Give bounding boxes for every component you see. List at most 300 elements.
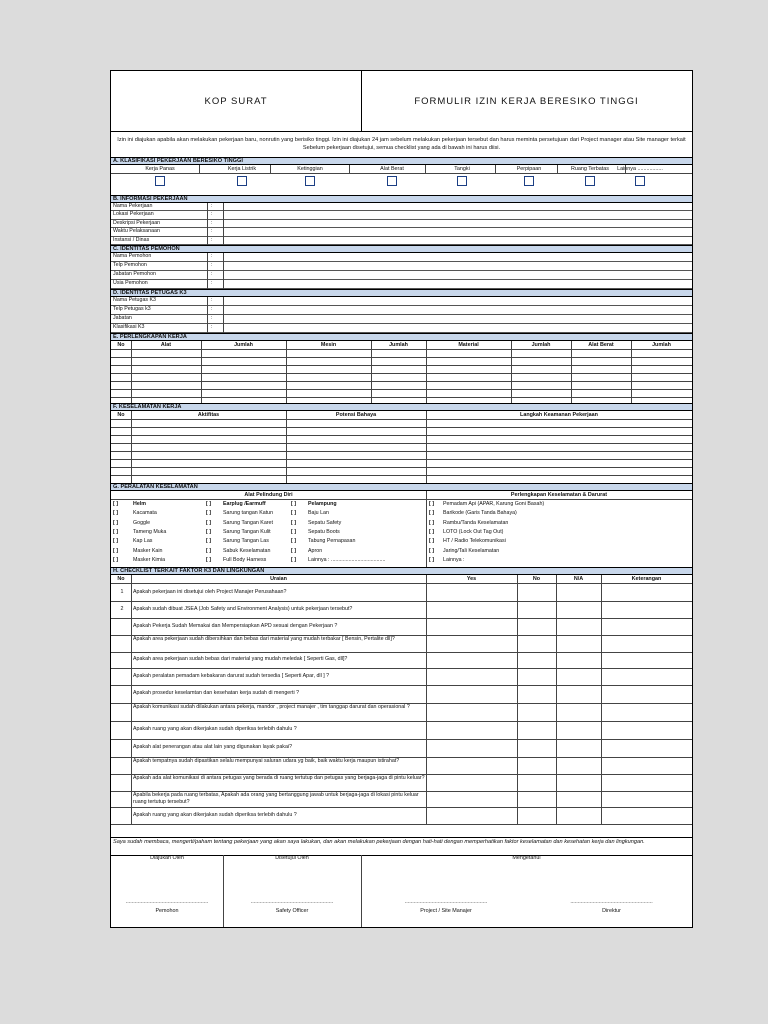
field-value-input[interactable] xyxy=(225,324,691,333)
checklist-yes-cell[interactable] xyxy=(427,668,516,684)
equipment-checkbox[interactable]: [ ] xyxy=(429,519,434,526)
equipment-checkbox[interactable]: [ ] xyxy=(206,547,211,554)
column-divider xyxy=(207,324,208,333)
column-divider xyxy=(223,324,224,333)
checklist-na-cell[interactable] xyxy=(557,757,600,773)
signature-line[interactable]: ....................................................... xyxy=(570,899,653,905)
equipment-checkbox[interactable]: [ ] xyxy=(429,501,434,507)
equipment-header: No xyxy=(117,342,125,348)
checklist-no-cell[interactable] xyxy=(518,635,555,651)
checklist-number: 1 xyxy=(120,588,124,595)
section-f-title: F. KESELAMATAN KERJA xyxy=(111,403,692,411)
field-label: Instansi / Dinas xyxy=(113,236,150,243)
field-label: Telp Pemohon xyxy=(113,262,147,268)
checklist-na-cell[interactable] xyxy=(557,635,600,651)
table-row-line xyxy=(111,381,692,382)
equipment-checkbox[interactable]: [ ] xyxy=(291,538,296,545)
equipment-header: Jumlah xyxy=(234,342,253,348)
classification-label: Ruang Terbatas xyxy=(571,166,609,172)
checklist-na-cell[interactable] xyxy=(557,739,600,756)
field-colon: : xyxy=(211,280,213,286)
equipment-header: Alat xyxy=(160,342,172,348)
table-column-line xyxy=(286,341,287,403)
checklist-yes-cell[interactable] xyxy=(427,807,516,823)
column-divider xyxy=(207,203,208,211)
checklist-na-cell[interactable] xyxy=(557,703,600,720)
row-divider xyxy=(111,173,692,174)
checklist-note-cell[interactable] xyxy=(602,739,691,756)
table-column-line xyxy=(631,341,632,403)
equipment-checkbox[interactable]: [ ] xyxy=(429,556,434,563)
checklist-no-cell[interactable] xyxy=(518,652,555,667)
checklist-note-cell[interactable] xyxy=(602,601,691,617)
checklist-yes-cell[interactable] xyxy=(427,584,516,600)
section-f-table xyxy=(111,411,692,483)
section-a-title: A. KLASIFIKASI PEKERJAAN BERESIKO TINGGI xyxy=(111,157,692,165)
form-field-row xyxy=(111,203,692,211)
equipment-label: Earplug /Earmuff xyxy=(223,501,266,507)
classification-checkbox[interactable] xyxy=(387,176,397,186)
signature-role-heading: Disetujui Oleh xyxy=(275,855,309,861)
checklist-no-cell[interactable] xyxy=(518,668,555,684)
column-divider xyxy=(223,306,224,315)
checklist-question: Apakah Pekerja Sudah Memakai dan Mempersiapkan APD sesuai dengan Pekerjaan ? xyxy=(133,622,338,629)
equipment-checkbox[interactable]: [ ] xyxy=(113,510,118,517)
checklist-yes-cell[interactable] xyxy=(427,757,516,773)
field-colon: : xyxy=(211,262,213,268)
table-row-line xyxy=(111,373,692,374)
field-colon: : xyxy=(211,253,213,259)
classification-checkbox[interactable] xyxy=(305,176,315,186)
checklist-header: N/A xyxy=(573,576,584,582)
signature-area xyxy=(111,855,692,927)
column-divider xyxy=(223,271,224,280)
equipment-checkbox[interactable]: [ ] xyxy=(206,528,211,535)
checklist-question: Apakah pekerjaan ini disetujui oleh Project Manajer Perusahaan? xyxy=(133,588,287,595)
field-colon: : xyxy=(211,297,213,303)
column-divider xyxy=(495,165,496,173)
form-field-row xyxy=(111,228,692,236)
column-divider xyxy=(223,237,224,245)
field-label: Lokasi Pekerjaan xyxy=(113,211,154,218)
checklist-question: Apakah peralatan pemadam kebakaran darurat sudah tersedia [ Seperti Apar, dll ] ? xyxy=(133,672,330,679)
form-field-row xyxy=(111,315,692,324)
field-label: Klasifikasi K3 xyxy=(113,324,145,330)
column-divider xyxy=(207,271,208,280)
section-b-title: B. INFORMASI PEKERJAAN xyxy=(111,195,692,203)
section-c-fields xyxy=(111,253,692,289)
field-colon: : xyxy=(211,306,213,312)
field-label: Nama Pekerjaan xyxy=(113,203,153,209)
equipment-checkbox[interactable]: [ ] xyxy=(291,519,296,526)
field-colon: : xyxy=(211,203,213,209)
safety-header: Aktifitas xyxy=(197,412,220,418)
equipment-checkbox[interactable]: [ ] xyxy=(113,538,118,545)
intro-text: Izin ini diajukan apabila akan melakukan pekerjaan baru, nonrutin yang berisiko tinggi. Izin ini diajukan 24 jam sebelum melakukan pekerjaan tersebut dan harus meminta persetujuan dari Project manager atau Site manager terkait Sebelum pekerjaan disetujui, semua checklist yang ada di bawah ini harus diisi. xyxy=(117,137,686,151)
equipment-checkbox[interactable]: [ ] xyxy=(113,501,118,507)
equipment-checkbox[interactable]: [ ] xyxy=(206,556,211,563)
equipment-label: Sarung Tangan Kulit xyxy=(223,528,271,535)
column-divider xyxy=(207,262,208,271)
equipment-label: Kacamata xyxy=(133,510,157,517)
classification-checkbox[interactable] xyxy=(155,176,165,186)
field-value-input[interactable] xyxy=(225,262,691,271)
checklist-yes-cell[interactable] xyxy=(427,618,516,634)
checklist-no-cell[interactable] xyxy=(518,685,555,702)
field-label: Waktu Pelaksanaan xyxy=(113,228,160,235)
checklist-no-cell[interactable] xyxy=(518,601,555,617)
field-label: Deskripsi Pekerjaan xyxy=(113,219,161,226)
section-c-title: C. IDENTITAS PEMOHON xyxy=(111,245,692,253)
classification-checkbox[interactable] xyxy=(585,176,595,186)
signatory-name: Project / Site Manajer xyxy=(420,908,472,914)
equipment-label: Kap Las xyxy=(133,538,153,545)
safety-header: Langkah Keamanan Pekerjaan xyxy=(520,412,598,418)
table-column-line xyxy=(131,341,132,403)
checklist-number: 2 xyxy=(120,605,124,612)
checklist-note-cell[interactable] xyxy=(602,807,691,823)
column-divider xyxy=(223,855,224,927)
checklist-na-cell[interactable] xyxy=(557,721,600,738)
equipment-label: Baju Lan xyxy=(308,510,329,517)
equipment-checkbox[interactable]: [ ] xyxy=(291,501,296,507)
checklist-question: Apakah sudah dibuat JSEA (Job Safety and Environment Analysis) untuk pekerjaan tersebut? xyxy=(133,605,353,612)
section-e-title: E. PERLENGKAPAN KERJA xyxy=(111,333,692,341)
checklist-question: Apakah ada alat komunikasi di antara petugas yang berada di ruang tertutup dan petugas yang berjaga-jaga di pintu keluar? xyxy=(133,775,425,781)
checklist-note-cell[interactable] xyxy=(602,652,691,667)
equipment-label: Sepatu Boots xyxy=(308,528,340,535)
equipment-checkbox[interactable]: [ ] xyxy=(291,556,296,563)
signature-line[interactable]: ....................................................... xyxy=(250,899,334,905)
section-h-title: H. CHECKLIST TERKAIT FAKTOR K3 DAN LINGKUNGAN xyxy=(111,567,692,575)
equipment-header: Jumlah xyxy=(531,342,551,348)
field-value-input[interactable] xyxy=(225,203,691,211)
field-value-input[interactable] xyxy=(225,237,691,245)
declaration-statement: Saya sudah membaca, mengerti/paham tentang pekerjaan yang akan saya lakukan, dan akan melakukan pekerjaan dengan hati-hati dengan memperhatikan faktor keselamatan dan kesehatan kerja dan lingkungan. xyxy=(113,839,645,845)
table-row-line xyxy=(111,443,692,444)
field-value-input[interactable] xyxy=(225,271,691,280)
equipment-label: Sepatu Safety xyxy=(308,519,342,526)
checklist-no-cell[interactable] xyxy=(518,618,555,634)
equipment-label: Sabuk Keselamatan xyxy=(223,547,271,554)
field-colon: : xyxy=(211,324,213,330)
checklist-yes-cell[interactable] xyxy=(427,774,516,790)
equipment-label: Pemadam Api (APAR, Karung Goni Basah) xyxy=(443,501,545,507)
signature-line[interactable]: ....................................................... xyxy=(404,899,488,905)
equipment-checkbox[interactable]: [ ] xyxy=(113,556,118,563)
field-colon: : xyxy=(211,211,213,218)
column-divider xyxy=(426,491,427,567)
form-field-row xyxy=(111,211,692,219)
section-g-list xyxy=(111,491,692,567)
field-label: Jabatan Pemohon xyxy=(113,271,156,277)
checklist-question: Apakah komunikasi sudah dilakukan antara pekerja, mandor , project manajer , tim tanggap darurat dan operasional ? xyxy=(133,704,410,710)
equipment-label: Masker Kain xyxy=(133,547,163,554)
column-divider xyxy=(625,165,626,173)
section-h-checklist xyxy=(111,575,692,837)
table-column-line xyxy=(131,411,132,483)
column-divider xyxy=(557,165,558,173)
table-column-line xyxy=(511,341,512,403)
checklist-yes-cell[interactable] xyxy=(427,601,516,617)
form-field-row xyxy=(111,220,692,228)
equipment-label: Tabung Pernapasan xyxy=(308,538,356,545)
table-row-line xyxy=(111,467,692,468)
checklist-na-cell[interactable] xyxy=(557,601,600,617)
equipment-checkbox[interactable]: [ ] xyxy=(291,528,296,535)
table-row-line xyxy=(111,349,692,350)
table-row-line xyxy=(111,365,692,366)
field-value-input[interactable] xyxy=(225,306,691,315)
row-divider xyxy=(111,499,692,500)
signatory-name: Direktur xyxy=(602,908,621,914)
table-row-line xyxy=(111,475,692,476)
column-divider xyxy=(223,315,224,324)
column-divider xyxy=(361,855,362,927)
field-value-input[interactable] xyxy=(225,211,691,219)
checklist-yes-cell[interactable] xyxy=(427,721,516,738)
classification-label: Lainnya ................. xyxy=(617,166,663,172)
classification-label: Kerja Panas xyxy=(145,166,175,172)
form-field-row xyxy=(111,306,692,315)
checklist-yes-cell[interactable] xyxy=(427,685,516,702)
column-divider xyxy=(207,315,208,324)
equipment-label: Full Body Harness xyxy=(223,556,267,563)
checklist-no-cell[interactable] xyxy=(518,584,555,600)
table-column-line xyxy=(601,575,602,824)
table-row-line xyxy=(111,435,692,436)
column-divider xyxy=(349,165,350,173)
equipment-label: Helm xyxy=(133,501,146,507)
equipment-label: Sarung tangan Katun xyxy=(223,510,274,517)
checklist-no-cell[interactable] xyxy=(518,721,555,738)
column-divider xyxy=(223,220,224,228)
checklist-na-cell[interactable] xyxy=(557,807,600,823)
equipment-checkbox[interactable]: [ ] xyxy=(206,501,211,507)
field-colon: : xyxy=(211,236,213,243)
row-divider xyxy=(111,824,692,825)
field-value-input[interactable] xyxy=(225,280,691,289)
checklist-no-cell[interactable] xyxy=(518,703,555,720)
column-divider xyxy=(207,237,208,245)
equipment-label: Rambu/Tanda Keselamatan xyxy=(443,519,509,526)
section-b-fields xyxy=(111,203,692,245)
checklist-na-cell[interactable] xyxy=(557,791,600,806)
checklist-header: Keterangan xyxy=(631,576,662,582)
classification-label: Perpipaan xyxy=(516,166,542,172)
field-value-input[interactable] xyxy=(225,228,691,236)
table-column-line xyxy=(371,341,372,403)
equipment-label: Goggle xyxy=(133,519,151,526)
checklist-yes-cell[interactable] xyxy=(427,791,516,806)
checklist-na-cell[interactable] xyxy=(557,668,600,684)
table-column-line xyxy=(426,411,427,483)
table-row-line xyxy=(111,427,692,428)
column-divider xyxy=(207,253,208,262)
checklist-note-cell[interactable] xyxy=(602,774,691,790)
equipment-checkbox[interactable]: [ ] xyxy=(291,547,296,554)
checklist-no-cell[interactable] xyxy=(518,739,555,756)
field-value-input[interactable] xyxy=(225,220,691,228)
table-column-line xyxy=(571,341,572,403)
form-field-row xyxy=(111,237,692,245)
section-d-title: D. IDENTITAS PETUGAS K3 xyxy=(111,289,692,297)
checklist-note-cell[interactable] xyxy=(602,757,691,773)
equipment-label: LOTO (Lock Out Tag Out) xyxy=(443,528,504,535)
equipment-header: Jumlah xyxy=(389,342,408,348)
letterhead-label: KOP SURAT xyxy=(204,95,268,107)
equipment-checkbox[interactable]: [ ] xyxy=(429,528,434,535)
checklist-yes-cell[interactable] xyxy=(427,635,516,651)
checklist-note-cell[interactable] xyxy=(602,668,691,684)
equipment-checkbox[interactable]: [ ] xyxy=(429,510,434,517)
field-label: Nama Petugas K3 xyxy=(113,297,156,303)
checklist-question: Apakah ruang yang akan dikerjakan sudah diperiksa terlebih dahulu ? xyxy=(133,726,297,732)
column-divider xyxy=(223,253,224,262)
table-column-line xyxy=(286,411,287,483)
column-divider xyxy=(425,165,426,173)
column-divider xyxy=(270,165,271,173)
emergency-equipment-header: Perlengkapan Keselamatan & Darurat xyxy=(510,492,608,498)
equipment-checkbox[interactable]: [ ] xyxy=(113,547,118,554)
field-label: Nama Pemohon xyxy=(113,253,152,259)
signatory-name: Pemohon xyxy=(155,908,179,914)
checklist-yes-cell[interactable] xyxy=(427,703,516,720)
column-divider xyxy=(223,262,224,271)
checklist-na-cell[interactable] xyxy=(557,618,600,634)
form-field-row xyxy=(111,297,692,306)
ppe-header: Alat Pelindung Diri xyxy=(244,492,293,498)
equipment-header: Material xyxy=(458,342,479,348)
equipment-label: Tameng Muka xyxy=(133,528,167,535)
checklist-note-cell[interactable] xyxy=(602,721,691,738)
checklist-question: Apakah ruang yang akan dikerjakan sudah diperiksa terlebih dahulu ? xyxy=(133,811,297,818)
form-title: FORMULIR IZIN KERJA BERESIKO TINGGI xyxy=(414,95,639,107)
equipment-checkbox[interactable]: [ ] xyxy=(113,519,118,526)
checklist-note-cell[interactable] xyxy=(602,584,691,600)
table-row-line xyxy=(111,357,692,358)
field-label: Jabatan xyxy=(113,315,132,321)
equipment-header: Mesin xyxy=(320,342,337,348)
equipment-label: Masker Kimia xyxy=(133,556,166,563)
checklist-question: Apakah alat penerangan atau alat lain yang digunakan layak pakai? xyxy=(133,744,293,750)
field-label: Usia Pemohon xyxy=(113,280,148,286)
classification-label: Tangki xyxy=(454,166,470,172)
table-row-line xyxy=(111,451,692,452)
section-g-title: G. PERALATAN KESELAMATAN xyxy=(111,483,692,491)
checklist-na-cell[interactable] xyxy=(557,774,600,790)
field-colon: : xyxy=(211,219,213,226)
checklist-no-cell[interactable] xyxy=(518,807,555,823)
form-field-row xyxy=(111,253,692,262)
checklist-question: Apabila bekerja pada ruang terbatas, Apakah ada orang yang bertanggung jawab untuk berjaga-jaga di lokasi pintu keluar ruang tertutup tersebut? xyxy=(133,792,419,805)
table-row-line xyxy=(111,397,692,398)
field-colon: : xyxy=(211,271,213,277)
classification-checkbox[interactable] xyxy=(524,176,534,186)
safety-header: No xyxy=(117,412,125,418)
table-column-line xyxy=(426,341,427,403)
column-divider xyxy=(223,211,224,219)
column-divider xyxy=(223,280,224,289)
form-title-cell xyxy=(361,71,692,132)
equipment-checkbox[interactable]: [ ] xyxy=(206,538,211,545)
equipment-checkbox[interactable]: [ ] xyxy=(206,519,211,526)
equipment-label: Sarung Tangan Las xyxy=(223,538,269,545)
permit-form xyxy=(110,70,693,928)
column-divider xyxy=(223,228,224,236)
signature-role-heading: Mengetahui xyxy=(512,855,541,861)
column-divider xyxy=(207,306,208,315)
equipment-label: Pelampung xyxy=(308,501,337,507)
checklist-question: Apakah area pekerjaan sudah dibersihkan dan bebas dari material yang mudah terbakar [ Bensin, Pertalite dll]? xyxy=(133,636,395,642)
classification-label: Alat Berat xyxy=(380,166,404,172)
table-row-line xyxy=(111,459,692,460)
checklist-yes-cell[interactable] xyxy=(427,652,516,667)
checklist-header: No xyxy=(532,576,541,582)
checklist-na-cell[interactable] xyxy=(557,685,600,702)
signature-line[interactable]: ....................................................... xyxy=(125,899,209,905)
checklist-na-cell[interactable] xyxy=(557,652,600,667)
equipment-label: Sarung Tangan Karet xyxy=(223,519,273,526)
checklist-header: No xyxy=(117,576,125,582)
equipment-label: Barikode (Garis Tanda Bahaya) xyxy=(443,510,517,517)
divider xyxy=(111,837,692,838)
form-field-row xyxy=(111,280,692,289)
column-divider xyxy=(207,297,208,306)
table-column-line xyxy=(201,341,202,403)
checklist-note-cell[interactable] xyxy=(602,618,691,634)
equipment-label: Apron xyxy=(308,547,323,554)
checklist-no-cell[interactable] xyxy=(518,757,555,773)
signature-role-heading: Diajukan Oleh xyxy=(150,855,184,861)
letterhead-cell xyxy=(111,71,362,132)
checklist-note-cell[interactable] xyxy=(602,703,691,720)
checklist-note-cell[interactable] xyxy=(602,685,691,702)
equipment-checkbox[interactable]: [ ] xyxy=(291,510,296,517)
classification-checkbox[interactable] xyxy=(457,176,467,186)
field-value-input[interactable] xyxy=(225,253,691,262)
table-row-line xyxy=(111,389,692,390)
checklist-question: Apakah tempatnya sudah dipastikan selalu mempunyai saluran udara yg baik, baik waktu kerja maupun istirahat? xyxy=(133,758,400,764)
checklist-na-cell[interactable] xyxy=(557,584,600,600)
checklist-no-cell[interactable] xyxy=(518,774,555,790)
equipment-header: Alat Berat xyxy=(588,342,614,348)
column-divider xyxy=(199,165,200,173)
equipment-checkbox[interactable]: [ ] xyxy=(429,547,434,554)
equipment-checkbox[interactable]: [ ] xyxy=(429,538,434,545)
checklist-note-cell[interactable] xyxy=(602,791,691,806)
field-value-input[interactable] xyxy=(225,297,691,306)
classification-label: Kerja Listrik xyxy=(227,166,257,172)
section-e-table xyxy=(111,341,692,403)
checklist-note-cell[interactable] xyxy=(602,635,691,651)
table-column-line xyxy=(556,575,557,824)
field-value-input[interactable] xyxy=(225,315,691,324)
column-divider xyxy=(207,220,208,228)
equipment-checkbox[interactable]: [ ] xyxy=(113,528,118,535)
field-colon: : xyxy=(211,315,213,321)
equipment-checkbox[interactable]: [ ] xyxy=(206,510,211,517)
classification-checkbox[interactable] xyxy=(635,176,645,186)
safety-header: Potensi Bahaya xyxy=(335,412,377,418)
checklist-header: Uraian xyxy=(270,576,287,582)
classification-checkbox[interactable] xyxy=(237,176,247,186)
equipment-label: Lainnya : xyxy=(443,556,465,563)
checklist-header: Yes xyxy=(466,576,477,582)
checklist-yes-cell[interactable] xyxy=(427,739,516,756)
checklist-no-cell[interactable] xyxy=(518,791,555,806)
column-divider xyxy=(223,203,224,211)
